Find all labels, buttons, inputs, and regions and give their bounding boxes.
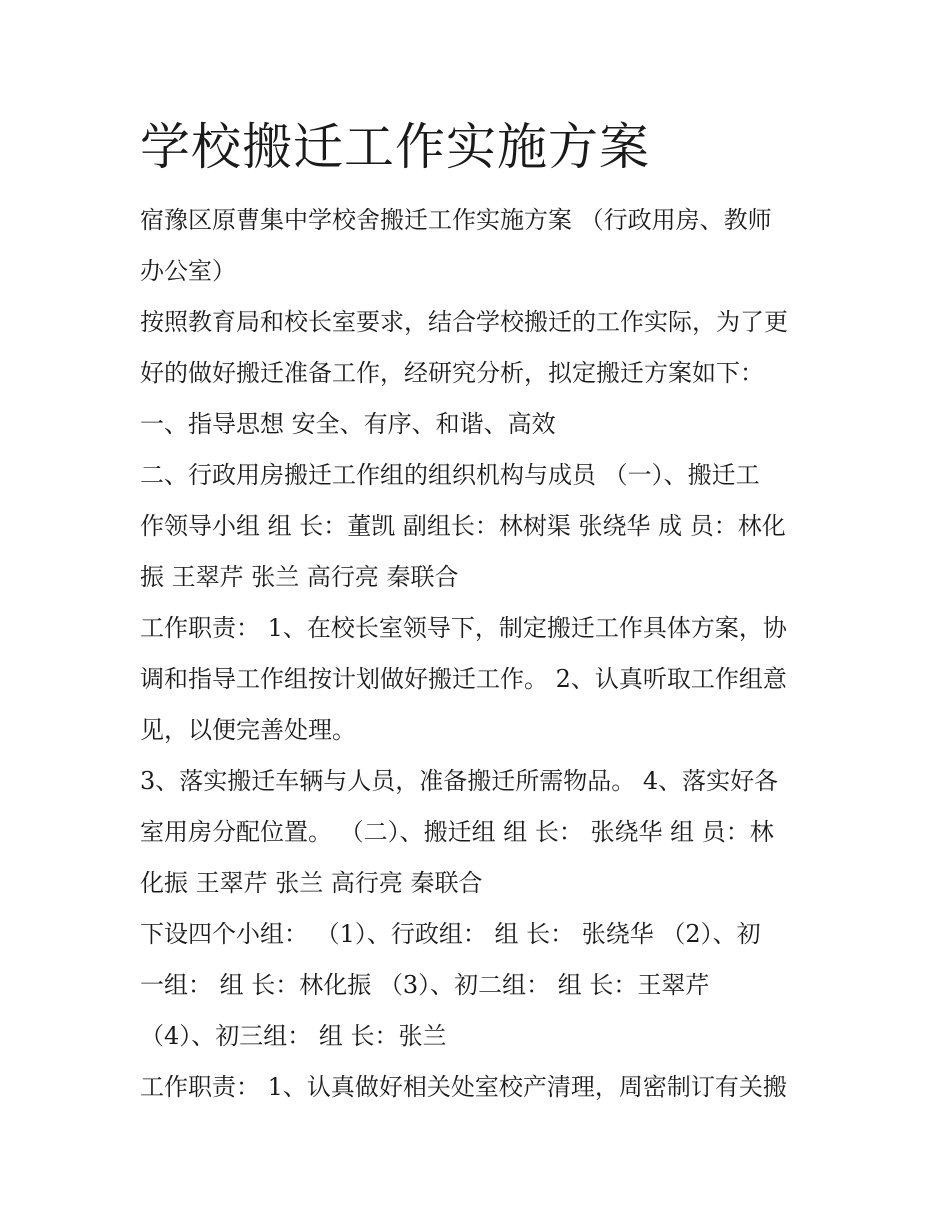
paragraph-line: 好的做好搬迁准备工作，经研究分析，拟定搬迁方案如下： bbox=[140, 359, 764, 387]
document-body bbox=[140, 195, 820, 1113]
paragraph-line: （4）、初三组： 组 长：张兰 bbox=[140, 1022, 447, 1050]
paragraph-line: 作领导小组 组 长：董凯 副组长：林树渠 张绕华 成 员：林化 bbox=[140, 512, 786, 540]
paragraph-line: 一组： 组 长：林化振 （3）、初二组： 组 长：王翠芹 bbox=[140, 971, 710, 999]
paragraph-line: 振 王翠芹 张兰 高行亮 秦联合 bbox=[140, 563, 459, 591]
paragraph-line: 宿豫区原曹集中学校舍搬迁工作实施方案 （行政用房、教师 bbox=[140, 206, 772, 234]
paragraph-line: 3、落实搬迁车辆与人员，准备搬迁所需物品。 4、落实好各 bbox=[140, 767, 779, 795]
paragraph-line: 下设四个小组： （1）、行政组： 组 长： 张绕华 （2）、初 bbox=[140, 920, 761, 948]
paragraph-line: 一、指导思想 安全、有序、和谐、高效 bbox=[140, 410, 556, 438]
paragraph-line: 调和指导工作组按计划做好搬迁工作。 2、认真听取工作组意 bbox=[140, 665, 787, 693]
paragraph-line: 工作职责： 1、在校长室领导下，制定搬迁工作具体方案，协 bbox=[140, 614, 787, 642]
document-title: 学校搬迁工作实施方案 bbox=[140, 118, 650, 176]
paragraph-line: 化振 王翠芹 张兰 高行亮 秦联合 bbox=[140, 869, 483, 897]
paragraph-line: 室用房分配位置。 （二）、搬迁组 组 长： 张绕华 组 员：林 bbox=[140, 818, 774, 846]
paragraph-line: 按照教育局和校长室要求，结合学校搬迁的工作实际，为了更 bbox=[140, 308, 788, 336]
paragraph-line: 见，以便完善处理。 bbox=[140, 716, 356, 744]
paragraph-line: 办公室） bbox=[140, 257, 236, 285]
paragraph-line: 工作职责： 1、认真做好相关处室校产清理，周密制订有关搬 bbox=[140, 1073, 787, 1101]
paragraph-line: 二、行政用房搬迁工作组的组织机构与成员 （一）、搬迁工 bbox=[140, 461, 760, 489]
